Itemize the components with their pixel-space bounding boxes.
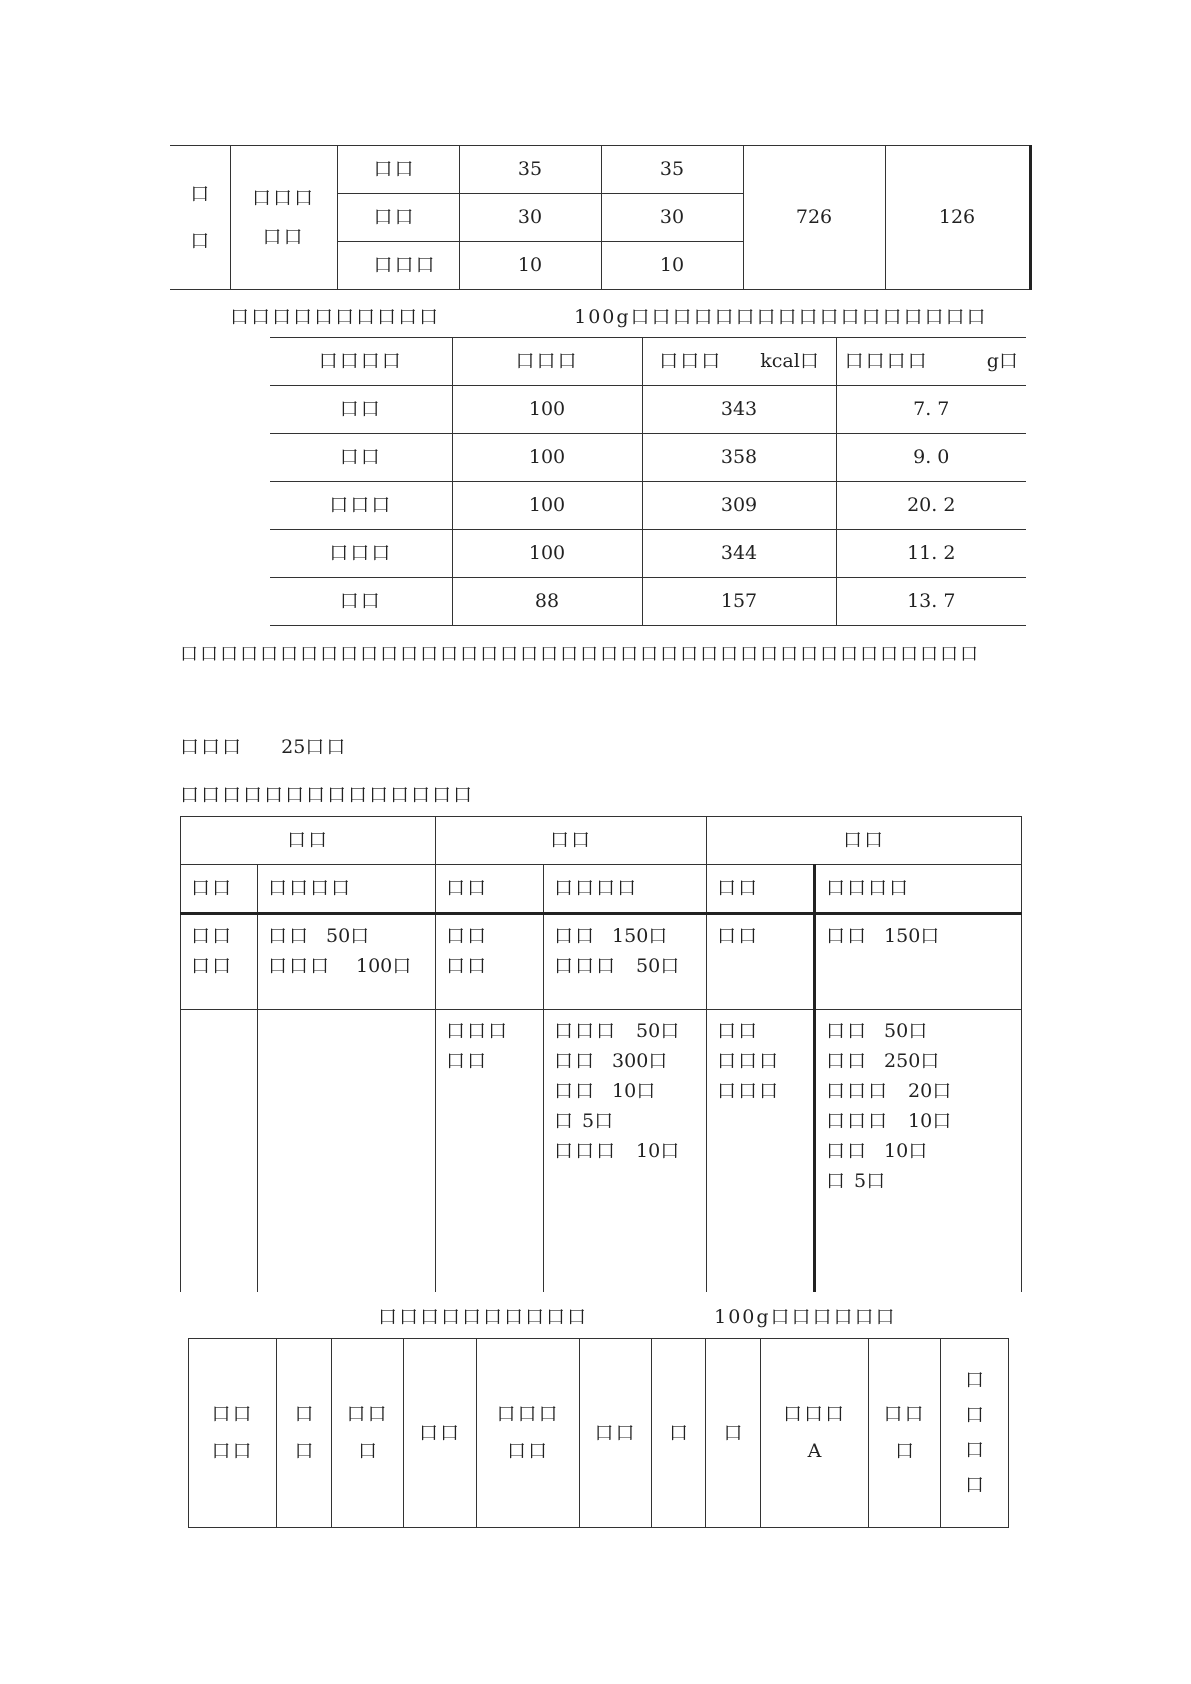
food-protein: 20. 2	[836, 482, 1026, 530]
breakfast-ingredients: 口口 50口 口口口 100口	[258, 914, 436, 1010]
food-amount: 100	[452, 530, 642, 578]
col-header: 口 口	[277, 1339, 332, 1528]
item-cell: 口口口	[337, 242, 459, 290]
value-cell: 30	[459, 194, 601, 242]
meal-plan-table	[180, 816, 1022, 1292]
food-name: 口口	[270, 578, 452, 626]
nutrition-table-top	[170, 145, 1032, 290]
lunch-ingredients: 口口 150口 口口口 50口	[544, 914, 707, 1010]
value-cell: 35	[601, 146, 743, 194]
value-cell: 10	[459, 242, 601, 290]
food-name: 口口	[270, 434, 452, 482]
meal-lunch: 口口	[436, 817, 707, 865]
food-energy: 309	[642, 482, 836, 530]
lunch-ingredients: 口口口 50口 口口 300口 口口 10口 口 5口 口口口 10口	[544, 1010, 707, 1293]
lunch-dish: 口口口 口口	[436, 1010, 544, 1293]
value-cell: 35	[459, 146, 601, 194]
group-label: 口口口 口口	[230, 146, 337, 290]
food-protein: 9. 0	[836, 434, 1026, 482]
food-energy: 344	[642, 530, 836, 578]
food-energy-table	[270, 337, 1026, 626]
col-header: 口口 口	[332, 1339, 404, 1528]
item-cell: 口口	[337, 194, 459, 242]
food-protein: 13. 7	[836, 578, 1026, 626]
breakfast-dish: 口口 口口	[181, 914, 258, 1010]
col-header: 口口 口口	[189, 1339, 277, 1528]
col-header: 口	[706, 1339, 761, 1528]
value-cell: 10	[601, 242, 743, 290]
dinner-dish: 口口	[707, 914, 815, 1010]
sub-header-dish: 口口	[436, 865, 544, 914]
sub-header-dish: 口口	[181, 865, 258, 914]
score-line: 口口口 25口口	[180, 736, 348, 758]
dinner-dish: 口口 口口口 口口口	[707, 1010, 815, 1293]
header-food: 口口口口	[270, 338, 452, 386]
sub-header-ingredients: 口口口口	[544, 865, 707, 914]
nutrient-composition-table	[188, 1338, 1009, 1528]
header-protein: 口口口口 g口	[836, 338, 1026, 386]
item-cell: 口口	[337, 146, 459, 194]
side-label: 口 口	[170, 146, 230, 290]
col-header: 口	[652, 1339, 706, 1528]
food-protein: 7. 7	[836, 386, 1026, 434]
food-amount: 100	[452, 482, 642, 530]
food-name: 口口口	[270, 530, 452, 578]
sub-header-ingredients: 口口口口	[258, 865, 436, 914]
food-energy: 358	[642, 434, 836, 482]
table4-caption: 口口口口口口口口口口 100g口口口口口口	[378, 1306, 897, 1328]
question-line: 口口口口口口口口口口口口口口	[180, 784, 475, 806]
header-energy: 口口口 kcal口	[642, 338, 836, 386]
breakfast-ingredients-empty	[258, 1010, 436, 1293]
col-header: 口口口 A	[761, 1339, 869, 1528]
food-energy: 343	[642, 386, 836, 434]
header-amount: 口口口	[452, 338, 642, 386]
dinner-ingredients: 口口 150口	[815, 914, 1022, 1010]
col-header: 口口	[404, 1339, 477, 1528]
lunch-dish: 口口 口口	[436, 914, 544, 1010]
table2-caption: 口口口口口口口口口口 100g口口口口口口口口口口口口口口口口口	[230, 306, 988, 328]
col-header: 口口口 口口	[477, 1339, 580, 1528]
food-name: 口口	[270, 386, 452, 434]
question-paragraph: 口口口口口口口口口口口口口口口口口口口口口口口口口口口口口口口口口口口口口口口口	[180, 644, 980, 665]
value-cell: 30	[601, 194, 743, 242]
sub-header-ingredients: 口口口口	[815, 865, 1022, 914]
food-amount: 100	[452, 386, 642, 434]
food-energy: 157	[642, 578, 836, 626]
food-name: 口口口	[270, 482, 452, 530]
dinner-ingredients: 口口 50口 口口 250口 口口口 20口 口口口 10口 口口 10口 口 5口	[815, 1010, 1022, 1293]
col-header: 口 口 口 口	[941, 1339, 1009, 1528]
col-header: 口口 口	[869, 1339, 941, 1528]
breakfast-dish-empty	[181, 1010, 258, 1293]
sub-header-dish: 口口	[707, 865, 815, 914]
meal-dinner: 口口	[707, 817, 1022, 865]
merged-value: 726	[743, 146, 885, 290]
col-header: 口口	[580, 1339, 652, 1528]
food-amount: 88	[452, 578, 642, 626]
meal-breakfast: 口口	[181, 817, 436, 865]
merged-value: 126	[885, 146, 1030, 290]
food-amount: 100	[452, 434, 642, 482]
food-protein: 11. 2	[836, 530, 1026, 578]
